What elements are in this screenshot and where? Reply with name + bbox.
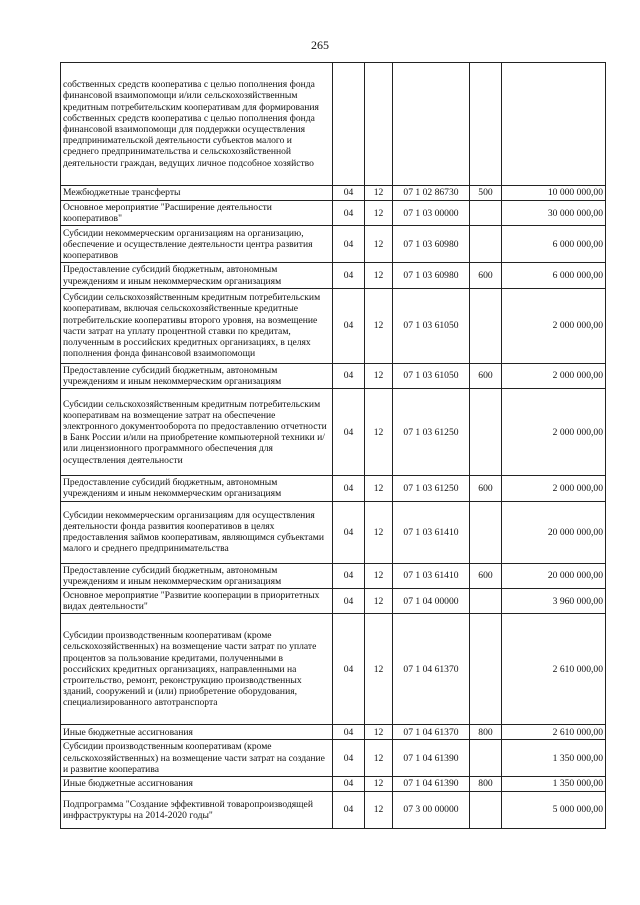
amount: 30 000 000,00: [502, 201, 606, 226]
table-row: [61, 792, 606, 829]
target-article-code: 07 1 03 61050: [393, 288, 470, 363]
item-name: собственных средств кооператива с целью пополнения фонда финансовой взаимопомощи и/или сельскохозяйственным кредитным потребительским кооперативам для формирования собственных средств кооператива с целью пополнения фонда финансовой взаимопомощи для поддержки осуществления предпринимательской деятельности субъектов малого и среднего предпринимательства и сельскохозяйственной деятельности граждан, ведущих личное подсобное хозяйство: [61, 63, 333, 186]
item-name: Межбюджетные трансферты: [61, 186, 333, 201]
amount: 20 000 000,00: [502, 501, 606, 563]
section-code: 04: [333, 363, 365, 388]
expense-type-code: [470, 589, 502, 614]
amount: 2 610 000,00: [502, 614, 606, 725]
item-name: Предоставление субсидий бюджетным, автономным учреждениям и иным некоммерческим организациям: [61, 363, 333, 388]
table-row: [61, 501, 606, 563]
expense-type-code: [470, 389, 502, 476]
page-number: 265: [311, 38, 329, 52]
target-article-code: 07 1 03 61410: [393, 563, 470, 588]
expense-type-code: 600: [470, 263, 502, 288]
target-article-code: 07 1 03 61410: [393, 501, 470, 563]
subsection-code: 12: [365, 226, 393, 263]
table-row: [61, 476, 606, 501]
subsection-code: 12: [365, 186, 393, 201]
item-name: Предоставление субсидий бюджетным, автономным учреждениям и иным некоммерческим организациям: [61, 563, 333, 588]
amount: 2 610 000,00: [502, 725, 606, 740]
item-name: Субсидии производственным кооперативам (кроме сельскохозяйственных) на возмещение части затрат на создание и развитие кооператива: [61, 740, 333, 777]
target-article-code: 07 1 04 61390: [393, 777, 470, 792]
subsection-code: 12: [365, 725, 393, 740]
amount: 10 000 000,00: [502, 186, 606, 201]
target-article-code: 07 1 04 61390: [393, 740, 470, 777]
subsection-code: [365, 63, 393, 186]
expense-type-code: 600: [470, 476, 502, 501]
item-name: Субсидии некоммерческим организациям на организацию, обеспечение и осуществление деятельности центра развития кооперативов: [61, 226, 333, 263]
table-row: [61, 63, 606, 186]
subsection-code: 12: [365, 777, 393, 792]
item-name: Субсидии сельскохозяйственным кредитным потребительским кооперативам, включая сельскохозяйственные кредитные потребительские кооперативы второго уровня, на возмещение части затрат на уплату процентной ставки по кредитам, полученным в российских кредитных организациях, в целях пополнения фонда финансовой взаимопомощи: [61, 288, 333, 363]
subsection-code: 12: [365, 563, 393, 588]
expense-type-code: [470, 288, 502, 363]
expense-type-code: [470, 201, 502, 226]
budget-table: [60, 62, 606, 829]
section-code: [333, 63, 365, 186]
amount: 2 000 000,00: [502, 288, 606, 363]
subsection-code: 12: [365, 201, 393, 226]
subsection-code: 12: [365, 614, 393, 725]
target-article-code: 07 1 04 61370: [393, 725, 470, 740]
table-row: [61, 363, 606, 388]
item-name: Предоставление субсидий бюджетным, автономным учреждениям и иным некоммерческим организациям: [61, 263, 333, 288]
target-article-code: 07 1 03 61250: [393, 389, 470, 476]
item-name: Подпрограмма "Создание эффективной товаропроизводящей инфраструктуры на 2014-2020 годы": [61, 792, 333, 829]
section-code: 04: [333, 614, 365, 725]
table-row: [61, 263, 606, 288]
amount: 1 350 000,00: [502, 740, 606, 777]
subsection-code: 12: [365, 501, 393, 563]
expense-type-code: 800: [470, 725, 502, 740]
target-article-code: 07 1 03 61050: [393, 363, 470, 388]
section-code: 04: [333, 725, 365, 740]
table-row: [61, 389, 606, 476]
section-code: 04: [333, 792, 365, 829]
section-code: 04: [333, 476, 365, 501]
section-code: 04: [333, 740, 365, 777]
section-code: 04: [333, 563, 365, 588]
expense-type-code: [470, 792, 502, 829]
target-article-code: 07 1 04 61370: [393, 614, 470, 725]
target-article-code: 07 3 00 00000: [393, 792, 470, 829]
table-row: [61, 725, 606, 740]
subsection-code: 12: [365, 263, 393, 288]
table-row: [61, 614, 606, 725]
target-article-code: 07 1 04 00000: [393, 589, 470, 614]
expense-type-code: [470, 226, 502, 263]
amount: 20 000 000,00: [502, 563, 606, 588]
target-article-code: [393, 63, 470, 186]
item-name: Субсидии некоммерческим организациям для осуществления деятельности фонда развития кооперативов в целях предоставления займов кооперативам, являющимся субъектами малого и среднего предпринимательства: [61, 501, 333, 563]
subsection-code: 12: [365, 363, 393, 388]
section-code: 04: [333, 288, 365, 363]
section-code: 04: [333, 186, 365, 201]
table-row: [61, 563, 606, 588]
target-article-code: 07 1 03 00000: [393, 201, 470, 226]
amount: 2 000 000,00: [502, 363, 606, 388]
item-name: Субсидии сельскохозяйственным кредитным потребительским кооперативам на возмещение затрат на обеспечение электронного документооборота по предоставлению отчетности в Банк России и/или на приобретение компьютерной техники и/или лицензионного программного обеспечения для осуществления деятельности: [61, 389, 333, 476]
expense-type-code: [470, 63, 502, 186]
expense-type-code: [470, 614, 502, 725]
table-row: [61, 589, 606, 614]
subsection-code: 12: [365, 740, 393, 777]
subsection-code: 12: [365, 589, 393, 614]
item-name: Основное мероприятие "Расширение деятельности кооперативов": [61, 201, 333, 226]
target-article-code: 07 1 03 60980: [393, 226, 470, 263]
expense-type-code: 500: [470, 186, 502, 201]
table-row: [61, 740, 606, 777]
expense-type-code: [470, 740, 502, 777]
amount: 6 000 000,00: [502, 226, 606, 263]
table-row: [61, 186, 606, 201]
table-row: [61, 288, 606, 363]
subsection-code: 12: [365, 288, 393, 363]
table-row: [61, 201, 606, 226]
section-code: 04: [333, 777, 365, 792]
section-code: 04: [333, 589, 365, 614]
item-name: Иные бюджетные ассигнования: [61, 725, 333, 740]
item-name: Иные бюджетные ассигнования: [61, 777, 333, 792]
subsection-code: 12: [365, 389, 393, 476]
amount: [502, 63, 606, 186]
target-article-code: 07 1 03 61250: [393, 476, 470, 501]
amount: 1 350 000,00: [502, 777, 606, 792]
table-row: [61, 226, 606, 263]
item-name: Предоставление субсидий бюджетным, автономным учреждениям и иным некоммерческим организациям: [61, 476, 333, 501]
item-name: Основное мероприятие "Развитие кооперации в приоритетных видах деятельности": [61, 589, 333, 614]
subsection-code: 12: [365, 476, 393, 501]
section-code: 04: [333, 201, 365, 226]
section-code: 04: [333, 263, 365, 288]
expense-type-code: 600: [470, 363, 502, 388]
expense-type-code: [470, 501, 502, 563]
section-code: 04: [333, 389, 365, 476]
amount: 3 960 000,00: [502, 589, 606, 614]
item-name: Субсидии производственным кооперативам (кроме сельскохозяйственных) на возмещение части затрат по уплате процентов за пользование кредитами, полученными в российских кредитных организациях, направленными на строительство, ремонт, реконструкцию производственных зданий, сооружений и (или) приобретение оборудования, специализированного автотранспорта: [61, 614, 333, 725]
expense-type-code: 800: [470, 777, 502, 792]
subsection-code: 12: [365, 792, 393, 829]
amount: 6 000 000,00: [502, 263, 606, 288]
amount: 5 000 000,00: [502, 792, 606, 829]
amount: 2 000 000,00: [502, 476, 606, 501]
budget-table-body: [61, 63, 606, 829]
target-article-code: 07 1 03 60980: [393, 263, 470, 288]
amount: 2 000 000,00: [502, 389, 606, 476]
section-code: 04: [333, 226, 365, 263]
table-row: [61, 777, 606, 792]
target-article-code: 07 1 02 86730: [393, 186, 470, 201]
expense-type-code: 600: [470, 563, 502, 588]
section-code: 04: [333, 501, 365, 563]
